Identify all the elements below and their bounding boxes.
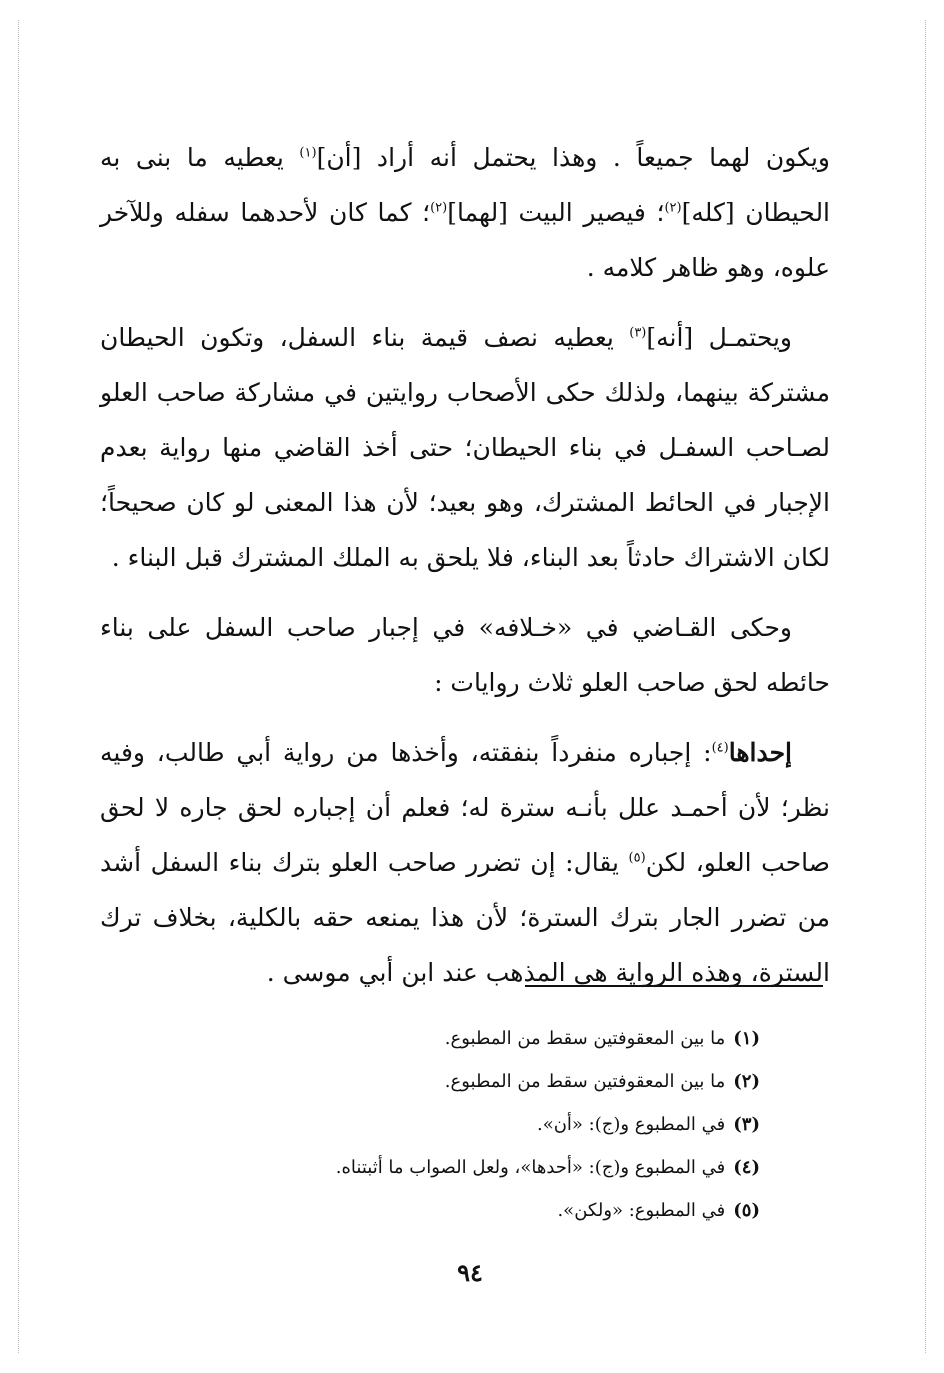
p1-text-1: ويكون لهما جميعاً . وهذا يحتمل أنه أراد [أن] xyxy=(316,143,830,172)
footnote-ref-5: (٥) xyxy=(628,850,646,866)
p3-text-1: وحكى القـاضي في «خـلافه» في إجبار صاحب السفل على بناء حائطه لحق صاحب العلو ثلاث روايات : xyxy=(100,613,830,697)
p1-text-3: ؛ فيصير البيت [لهما] xyxy=(447,198,665,227)
page-number: ٩٤ xyxy=(457,1258,483,1287)
footnote-3 xyxy=(100,1103,760,1146)
left-margin-guide xyxy=(18,20,20,1353)
footnotes xyxy=(100,1017,760,1232)
footnote-number: (٥) xyxy=(733,1200,760,1221)
p1-text-4: ؛ كما كان لأحدهما سفله وللآخر علوه، وهو ظاهر كلامه . xyxy=(100,198,830,282)
footnote-ref-1: (١) xyxy=(299,145,317,161)
p2-text-2: يعطيه نصف قيمة بناء السفل، وتكون الحيطان مشتركة بينهما، ولذلك حكى الأصحاب روايتين في مشاركة صاحب العلو لصـاحب السفـل في بناء الحيطان؛ حتى أخذ القاضي منها رواية بعدم الإجبار في الحائط المشترك، وهو بعيد؛ لأن هذا المعنى لو كان صحيحاً؛ لكان الاشتراك حادثاً بعد البناء، فلا يلحق به الملك المشترك قبل البناء . xyxy=(100,323,830,572)
footnote-ref-2b: (٢) xyxy=(430,200,448,216)
footnote-separator xyxy=(525,985,823,987)
p4-text-2: يقال: إن تضرر صاحب العلو بترك بناء السفل أشد من تضرر الجار بترك السترة؛ لأن هذا يمنعه حقه بالكلية، بخلاف ترك السترة، وهذه الرواية هي المذهب عند ابن أبي موسى . xyxy=(100,848,830,987)
footnote-5 xyxy=(100,1189,760,1232)
p4-text-1: : إجباره منفرداً بنفقته، وأخذها من رواية أبي طالب، وفيه نظر؛ لأن أحمـد علل بأنـه سترة له؛ فعلم أن إجباره لحق جاره لا لحق صاحب العلو، لكن xyxy=(100,738,830,877)
footnote-number: (٢) xyxy=(733,1071,760,1092)
right-margin-guide xyxy=(925,20,927,1353)
paragraph-3 xyxy=(100,600,830,710)
p2-text-1: ويحتمـل [أنه] xyxy=(646,323,792,352)
paragraph-1 xyxy=(100,130,830,295)
footnote-2 xyxy=(100,1060,760,1103)
main-text xyxy=(100,130,830,1015)
footnote-number: (٤) xyxy=(733,1157,760,1178)
paragraph-4 xyxy=(100,725,830,1000)
footnote-ref-2a: (٢) xyxy=(664,200,682,216)
footnote-ref-4: (٤) xyxy=(711,740,729,756)
footnote-text: في المطبوع: «ولكن». xyxy=(557,1200,726,1221)
p4-lead-word: إحداها xyxy=(728,738,792,767)
footnote-text: في المطبوع و(ج): «أحدها»، ولعل الصواب ما أثبتناه. xyxy=(335,1157,726,1178)
footnote-ref-3: (٣) xyxy=(629,325,647,341)
footnote-text: ما بين المعقوفتين سقط من المطبوع. xyxy=(444,1071,726,1092)
footnote-number: (١) xyxy=(733,1028,760,1049)
footnote-text: في المطبوع و(ج): «أن». xyxy=(536,1114,726,1135)
footnote-number: (٣) xyxy=(733,1114,760,1135)
footnote-1 xyxy=(100,1017,760,1060)
p1-text-2: يعطيه ما بنى به الحيطان [كله] xyxy=(100,143,831,227)
footnote-4 xyxy=(100,1146,760,1189)
paragraph-2 xyxy=(100,310,830,585)
footnote-text: ما بين المعقوفتين سقط من المطبوع. xyxy=(444,1028,726,1049)
